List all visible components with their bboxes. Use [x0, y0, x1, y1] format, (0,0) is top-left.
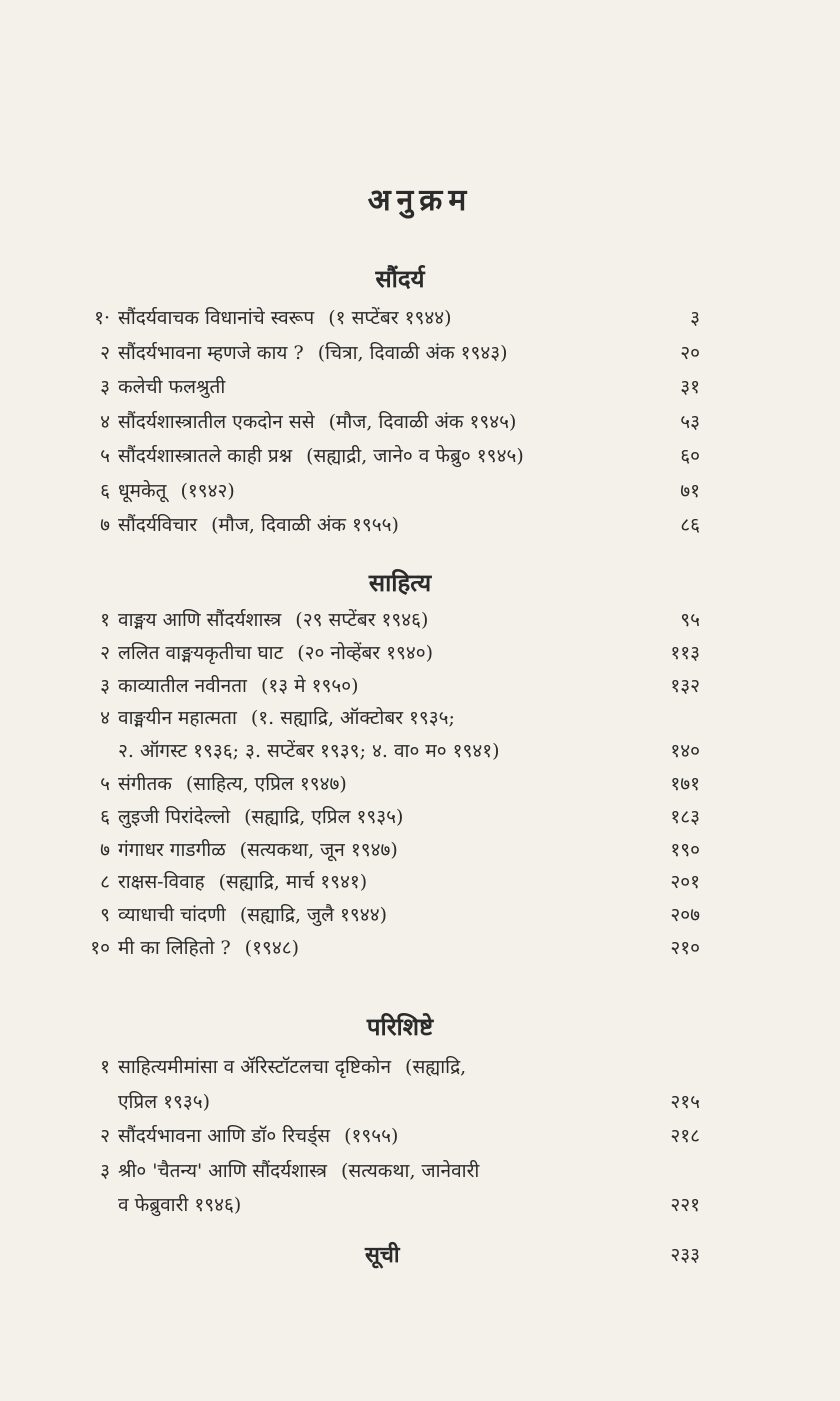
- index-page: २३३: [670, 1244, 700, 1266]
- entry-title: सौंदर्यशास्त्रातले काही प्रश्न: [118, 445, 293, 467]
- entry-title: मी का लिहितो ?: [118, 937, 231, 959]
- entry-source: (साहित्य, एप्रिल १९४७): [185, 773, 347, 795]
- entry-source: (सह्याद्रि, जुलै १९४४): [239, 904, 387, 927]
- entry-number: ९: [100, 904, 110, 927]
- section-heading: साहित्य: [368, 568, 432, 597]
- entry-title: धूमकेतू: [118, 479, 167, 502]
- entry-page: ५३: [680, 410, 700, 433]
- toc-entry: [70, 1052, 700, 1082]
- entry-title-line: [118, 900, 387, 930]
- entry-number: ६: [100, 805, 110, 828]
- index-entry: [70, 1240, 700, 1270]
- entry-number: १·: [94, 307, 110, 329]
- entry-source: (२० नोव्हेंबर १९४०): [297, 641, 434, 664]
- index-label: सूची: [365, 1242, 400, 1268]
- entry-number: २: [100, 341, 110, 364]
- entry-title: व फेब्रुवारी १९४६): [118, 1194, 242, 1216]
- entry-number: ४: [100, 410, 110, 433]
- toc-entry: [70, 769, 700, 799]
- entry-title-line: [118, 769, 347, 799]
- entry-page: ७१: [680, 479, 700, 502]
- toc-entry: [70, 605, 700, 635]
- entry-page: ११३: [670, 641, 700, 664]
- toc-entry: [70, 1190, 700, 1220]
- entry-title-line: [118, 638, 433, 668]
- entry-page: १९०: [670, 838, 700, 861]
- entry-title: श्री० 'चैतन्य' आणि सौंदर्यशास्त्र: [118, 1159, 328, 1182]
- entry-title: काव्यातील नवीनता: [118, 674, 247, 697]
- entry-source: (१. सह्याद्रि, ऑक्टोबर १९३५;: [250, 707, 455, 730]
- entry-number: १: [100, 609, 110, 631]
- entry-source: (चित्रा, दिवाळी अंक १९४३): [317, 341, 508, 364]
- entry-title-line: [118, 441, 524, 471]
- entry-source: (सत्यकथा, जानेवारी: [341, 1159, 480, 1182]
- entry-source: (१ सप्टेंबर १९४४): [328, 307, 452, 329]
- entry-title: ललित वाङ्मयकृतीचा घाट: [118, 641, 284, 664]
- toc-entry: [70, 372, 700, 402]
- entry-page: २२१: [670, 1194, 700, 1216]
- entry-title-line: [118, 1087, 224, 1117]
- entry-source: (१९४८): [244, 937, 300, 959]
- entry-title: राक्षस-विवाह: [118, 871, 205, 894]
- toc-entry: [70, 510, 700, 540]
- toc-entry: [70, 933, 700, 963]
- entry-title: एप्रिल १९३५): [118, 1090, 211, 1113]
- toc-entry: [70, 671, 700, 701]
- entry-page: २१०: [670, 937, 700, 959]
- entry-page: १७१: [670, 773, 700, 795]
- toc-entry: [70, 303, 700, 333]
- toc-entry: [70, 476, 700, 506]
- entry-title-line: [118, 1156, 479, 1186]
- entry-number: १: [100, 1056, 110, 1078]
- entry-title-line: [118, 736, 514, 766]
- toc-entry: [70, 736, 700, 766]
- entry-page: ९५: [680, 609, 700, 631]
- page-title: अनुक्रम: [367, 183, 473, 218]
- entry-title: वाङ्मयीन महात्मता: [118, 707, 237, 730]
- entry-title: व्याधाची चांदणी: [118, 904, 226, 927]
- entry-source: (२९ सप्टेंबर १९४६): [295, 609, 429, 631]
- entry-title-line: [118, 372, 239, 402]
- entry-title-line: [118, 303, 452, 333]
- entry-title-line: [118, 476, 235, 506]
- entry-source: (सत्यकथा, जून १९४७): [239, 838, 398, 861]
- toc-entry: [70, 900, 700, 930]
- entry-source: (१९४२): [180, 479, 235, 502]
- entry-title-line: [118, 510, 399, 540]
- entry-title-line: [118, 867, 367, 897]
- entry-number: २: [100, 1125, 110, 1147]
- entry-title: साहित्यमीमांसा व ॲरिस्टॉटलचा दृष्टिकोन: [118, 1056, 392, 1078]
- entry-source: (मौज, दिवाळी अंक १९५५): [211, 514, 399, 536]
- entry-title: सौंदर्यभावना आणि डॉ० रिचर्ड्स: [118, 1125, 331, 1147]
- entry-page: २१५: [670, 1090, 700, 1113]
- entry-title-line: [118, 671, 359, 701]
- entry-title-line: [118, 1052, 466, 1082]
- entry-title-line: [118, 835, 398, 865]
- entry-title: २. ऑगस्ट १९३६; ३. सप्टेंबर १९३९; ४. वा० म० १९४१): [118, 740, 500, 763]
- entry-source: (सह्याद्रि,: [405, 1056, 467, 1078]
- entry-number: २: [100, 641, 110, 664]
- entry-title: संगीतक: [118, 773, 172, 795]
- entry-source: (१९५५): [344, 1125, 399, 1147]
- entry-page: १४०: [670, 740, 700, 763]
- entry-number: ५: [100, 773, 110, 795]
- entry-title-line: [118, 703, 455, 733]
- entry-title: सौंदर्यवाचक विधानांचे स्वरूप: [118, 307, 315, 329]
- entry-number: ६: [100, 479, 110, 502]
- toc-entry: [70, 1121, 700, 1151]
- toc-entry: [70, 407, 700, 437]
- entry-page: २०: [680, 341, 700, 364]
- toc-entry: [70, 1156, 700, 1186]
- entry-number: ५: [100, 445, 110, 467]
- entry-title-line: [118, 1121, 398, 1151]
- entry-title-line: [118, 407, 516, 437]
- entry-title-line: [118, 338, 508, 368]
- entry-source: (मौज, दिवाळी अंक १९४५): [328, 410, 517, 433]
- entry-number: ७: [100, 838, 110, 861]
- toc-entry: [70, 867, 700, 897]
- entry-page: २०७: [670, 904, 700, 927]
- entry-number: १०: [90, 937, 110, 959]
- entry-title: वाङ्मय आणि सौंदर्यशास्त्र: [118, 609, 282, 631]
- entry-page: २०१: [670, 871, 700, 894]
- toc-entry: [70, 441, 700, 471]
- entry-number: ३: [100, 674, 110, 697]
- entry-source: (सह्याद्रि, एप्रिल १९३५): [244, 805, 404, 828]
- entry-number: ७: [100, 514, 110, 536]
- entry-page: ३१: [680, 376, 700, 398]
- entry-source: (सह्याद्रि, मार्च १९४१): [218, 871, 368, 894]
- entry-page: ८६: [680, 514, 700, 536]
- entry-number: ३: [100, 376, 110, 398]
- toc-entry: [70, 638, 700, 668]
- entry-title: लुइजी पिरांदेल्लो: [118, 805, 231, 828]
- section-heading: सौंदर्य: [375, 264, 425, 293]
- entry-number: ४: [100, 707, 110, 730]
- section-heading: परिशिष्टे: [366, 1012, 434, 1041]
- entry-source: (१३ मे १९५०): [260, 674, 359, 697]
- entry-page: २१८: [670, 1125, 700, 1147]
- toc-entry: [70, 835, 700, 865]
- entry-title: सौंदर्यभावना म्हणजे काय ?: [118, 341, 304, 364]
- toc-entry: [70, 338, 700, 368]
- entry-page: ६०: [680, 445, 700, 467]
- entry-number: ८: [100, 871, 110, 894]
- entry-title-line: [118, 933, 299, 963]
- toc-entry: [70, 802, 700, 832]
- entry-title: गंगाधर गाडगीळ: [118, 838, 226, 861]
- entry-page: १३२: [670, 674, 700, 697]
- toc-entry: [70, 1087, 700, 1117]
- entry-title: सौंदर्यशास्त्रातील एकदोन ससे: [118, 410, 315, 433]
- entry-title: सौंदर्यविचार: [118, 514, 198, 536]
- entry-title-line: [118, 1190, 255, 1220]
- entry-source: (सह्याद्री, जाने० व फेब्रु० १९४५): [306, 445, 524, 467]
- entry-number: ३: [100, 1159, 110, 1182]
- toc-entry: [70, 703, 700, 733]
- entry-title-line: [118, 605, 428, 635]
- entry-page: १८३: [670, 805, 700, 828]
- entry-title-line: [118, 802, 403, 832]
- entry-title: कलेची फलश्रुती: [118, 376, 226, 398]
- entry-page: ३: [690, 307, 700, 329]
